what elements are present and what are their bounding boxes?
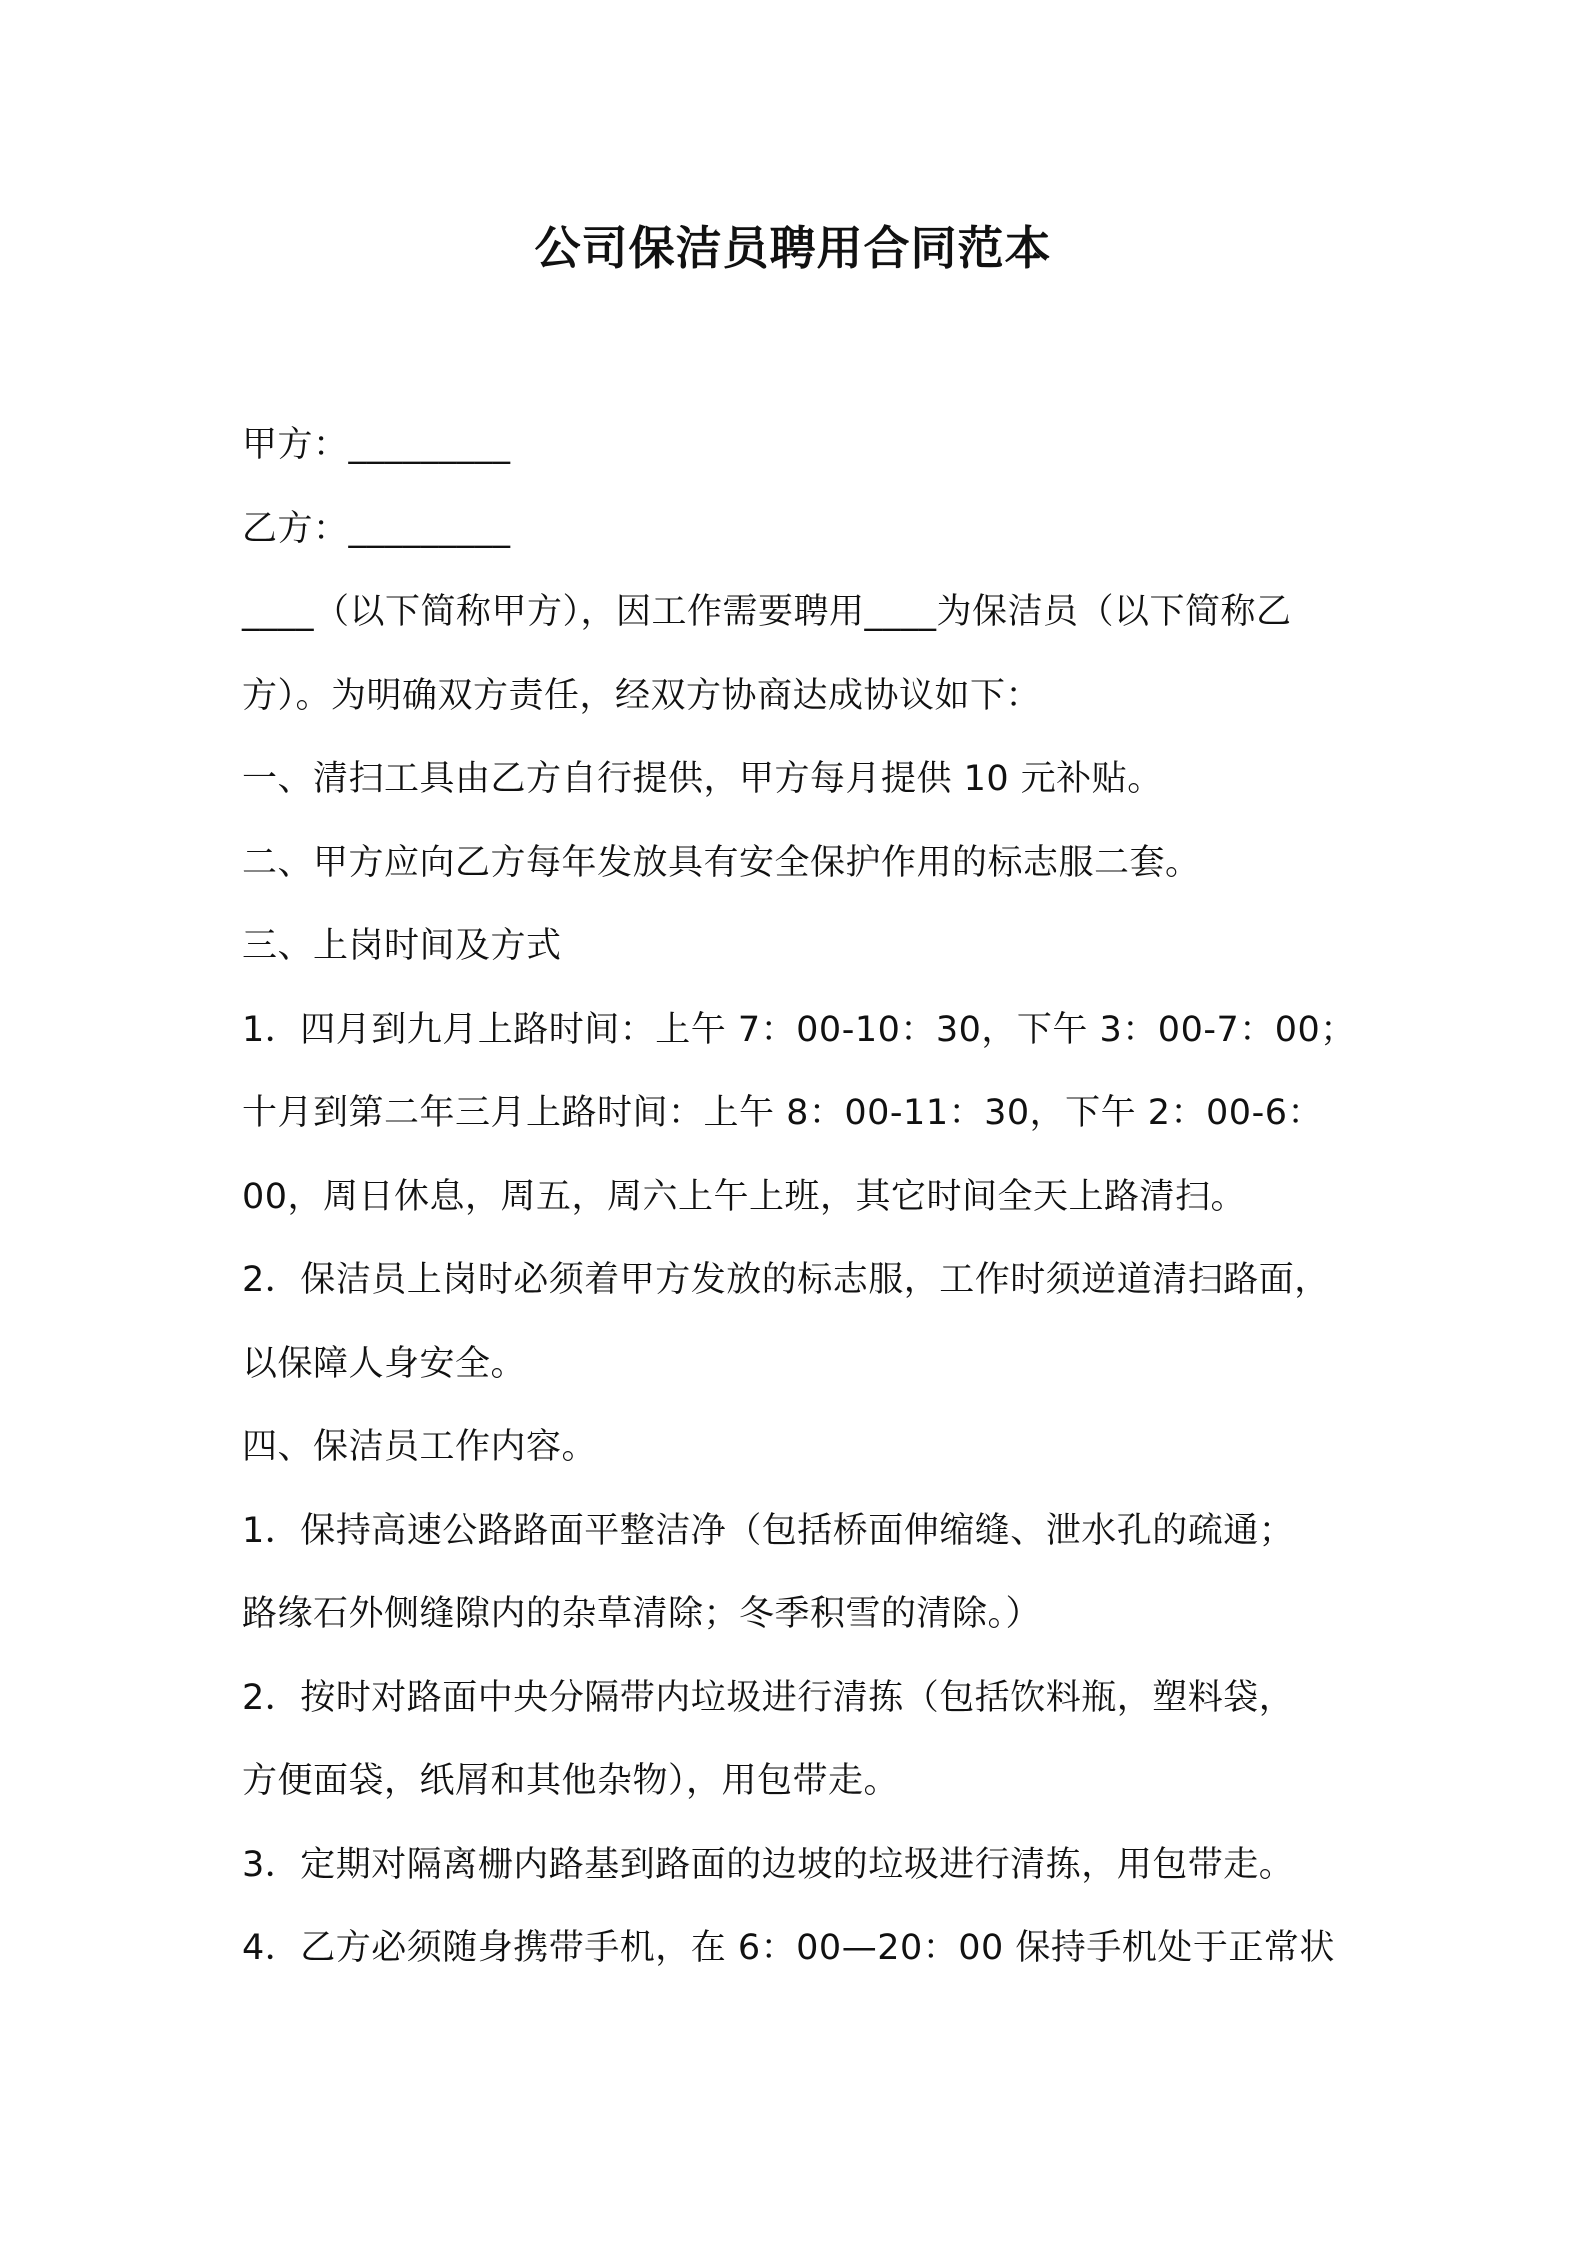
document-title: 公司保洁员聘用合同范本 bbox=[534, 221, 1052, 275]
party-b-line: 乙方：_________ bbox=[242, 508, 511, 549]
section-3-heading: 三、上岗时间及方式 bbox=[242, 926, 562, 966]
section-4-item-line: 2．按时对路面中央分隔带内垃圾进行清拣（包括饮料瓶，塑料袋， bbox=[242, 1677, 1295, 1718]
section-3-item-line: 1．四月到九月上路时间：上午 7：00-10：30，下午 3：00-7：00； bbox=[242, 1009, 1356, 1050]
section-3-item-line: 2．保洁员上岗时必须着甲方发放的标志服，工作时须逆道清扫路面， bbox=[242, 1260, 1330, 1300]
clause-1-line: 一、清扫工具由乙方自行提供，甲方每月提供 10 元补贴。 bbox=[242, 759, 1163, 799]
section-4-item-line: 4．乙方必须随身携带手机，在 6：00—20：00 保持手机处于正常状 bbox=[242, 1928, 1335, 1968]
section-4-item-line: 方便面袋，纸屑和其他杂物），用包带走。 bbox=[242, 1761, 900, 1801]
section-3-item-line: 以保障人身安全。 bbox=[242, 1343, 527, 1384]
section-3-item-line: 十月到第二年三月上路时间：上午 8：00-11：30，下午 2：00-6： bbox=[242, 1093, 1323, 1133]
section-4-item-line: 路缘石外侧缝隙内的杂草清除；冬季积雪的清除。） bbox=[242, 1594, 1042, 1634]
party-a-line: 甲方：_________ bbox=[242, 425, 511, 465]
section-4-item-line: 3．定期对隔离栅内路基到路面的边坡的垃圾进行清拣，用包带走。 bbox=[242, 1844, 1295, 1885]
section-3-item-line: 00，周日休息，周五，周六上午上班，其它时间全天上路清扫。 bbox=[242, 1176, 1247, 1217]
section-4-heading: 四、保洁员工作内容。 bbox=[242, 1427, 598, 1467]
intro-line: ____（以下简称甲方），因工作需要聘用____为保洁员（以下简称乙 bbox=[242, 592, 1292, 632]
section-4-item-line: 1．保持高速公路路面平整洁净（包括桥面伸缩缝、泄水孔的疏通； bbox=[242, 1510, 1295, 1551]
clause-2-line: 二、甲方应向乙方每年发放具有安全保护作用的标志服二套。 bbox=[242, 842, 1201, 883]
intro-line: 方）。为明确双方责任，经双方协商达成协议如下： bbox=[242, 675, 1042, 716]
document-body bbox=[242, 404, 1382, 1991]
